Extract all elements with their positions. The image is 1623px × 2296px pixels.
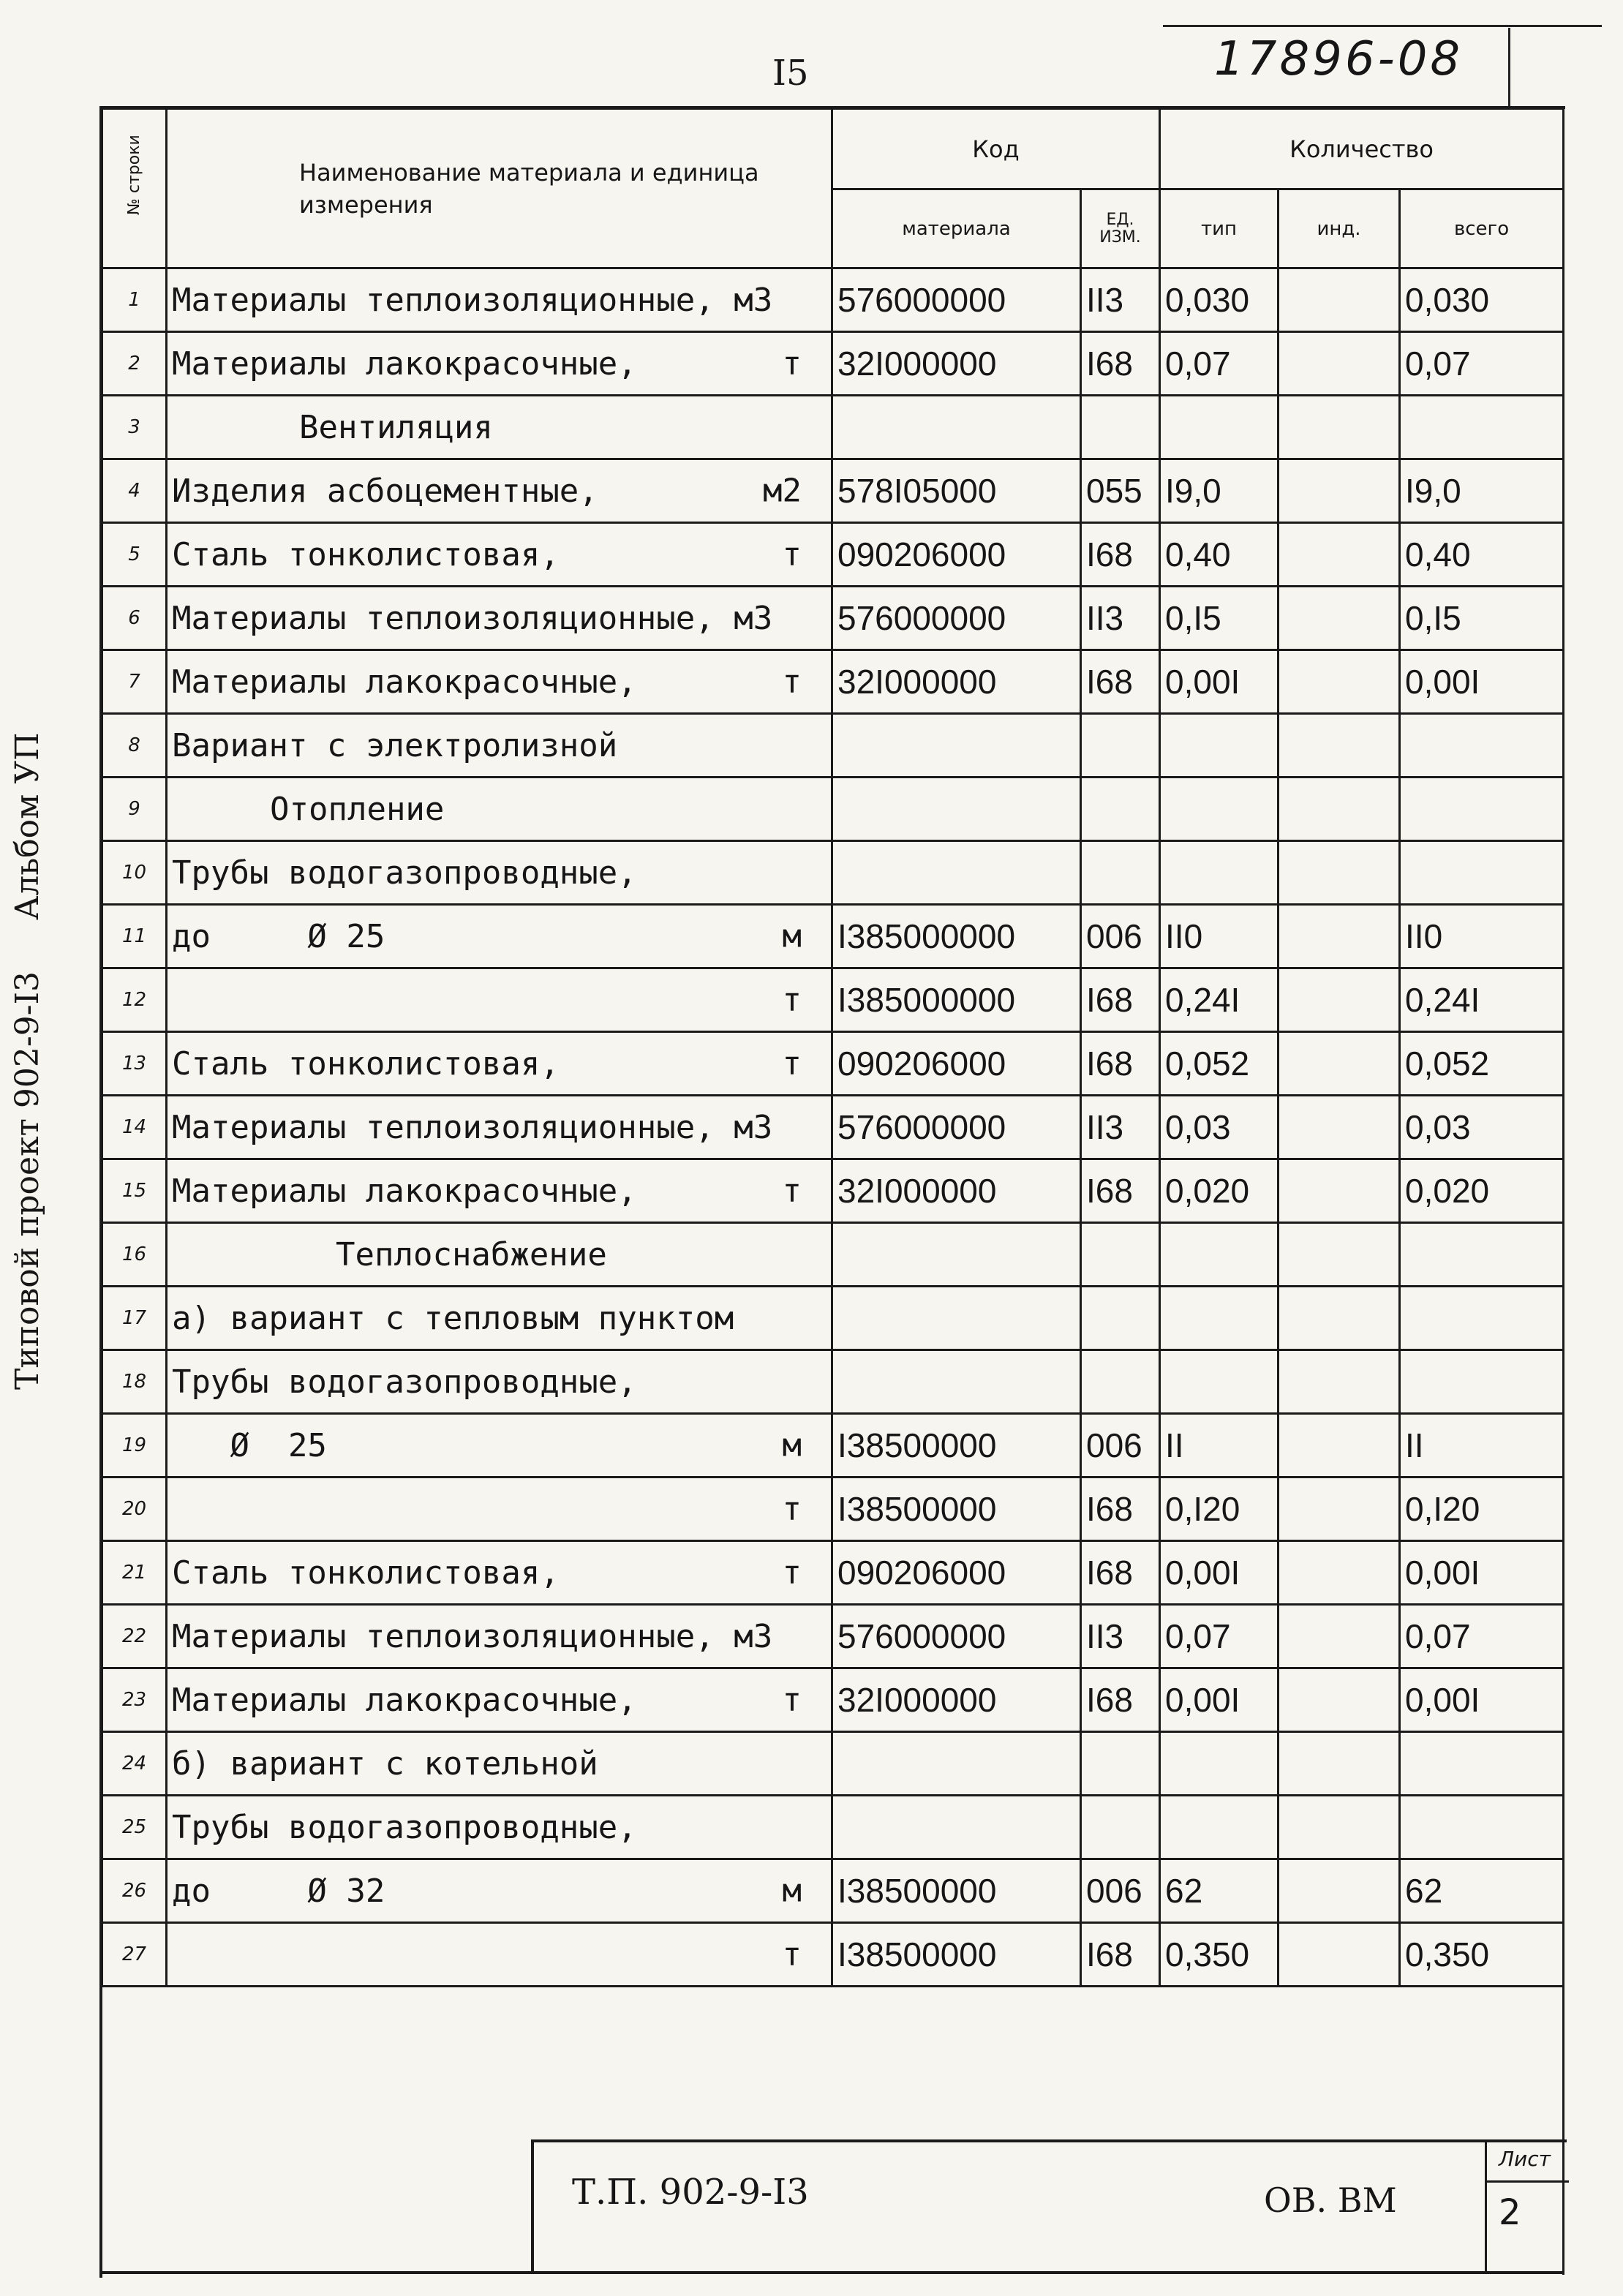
material-name: Материалы лакокрасочные, — [172, 1172, 637, 1210]
row-number: 23 — [102, 1668, 167, 1732]
unit-code — [1081, 778, 1160, 841]
quantity-ind — [1279, 714, 1400, 778]
row-number: 25 — [102, 1796, 167, 1859]
table-row — [102, 523, 1564, 587]
quantity-type: 0,24I — [1160, 968, 1279, 1032]
material-code: I38500000 — [832, 1478, 1081, 1541]
material-code: 32I000000 — [832, 1159, 1081, 1223]
unit-code — [1081, 714, 1160, 778]
material-code — [832, 1350, 1081, 1414]
table-row — [102, 1541, 1564, 1605]
material-name: Вентиляция — [299, 408, 493, 446]
quantity-total: 0,052 — [1400, 1032, 1564, 1096]
material-code: 576000000 — [832, 268, 1081, 332]
material-name-cell — [167, 1096, 832, 1159]
material-name: Материалы лакокрасочные, — [172, 345, 637, 383]
material-code: 090206000 — [832, 523, 1081, 587]
material-code: 32I000000 — [832, 1668, 1081, 1732]
material-code — [832, 1796, 1081, 1859]
quantity-ind — [1279, 1859, 1400, 1923]
material-unit: т — [782, 345, 802, 383]
quantity-total — [1400, 396, 1564, 459]
materials-table — [101, 108, 1564, 1987]
material-code: 576000000 — [832, 1605, 1081, 1668]
table-row — [102, 1032, 1564, 1096]
unit-code — [1081, 1223, 1160, 1287]
material-name-cell — [167, 1923, 832, 1987]
quantity-total: 0,00I — [1400, 1541, 1564, 1605]
unit-code: I68 — [1081, 1923, 1160, 1987]
material-name: Трубы водогазопроводные, — [172, 1363, 637, 1401]
quantity-total: 0,030 — [1400, 268, 1564, 332]
material-name-cell — [167, 1223, 832, 1287]
quantity-type: 0,40 — [1160, 523, 1279, 587]
quantity-total: 0,07 — [1400, 1605, 1564, 1668]
quantity-total — [1400, 714, 1564, 778]
material-code — [832, 841, 1081, 905]
table-row — [102, 1478, 1564, 1541]
quantity-total — [1400, 1796, 1564, 1859]
quantity-ind — [1279, 332, 1400, 396]
quantity-ind — [1279, 1159, 1400, 1223]
quantity-ind — [1279, 1032, 1400, 1096]
unit-code: I68 — [1081, 1032, 1160, 1096]
quantity-type: 0,00I — [1160, 1541, 1279, 1605]
quantity-total: I9,0 — [1400, 459, 1564, 523]
quantity-ind — [1279, 1287, 1400, 1350]
material-name-cell — [167, 1414, 832, 1478]
quantity-total: 0,40 — [1400, 523, 1564, 587]
material-name: Ø 25 — [172, 1426, 327, 1464]
row-number: 17 — [102, 1287, 167, 1350]
quantity-ind — [1279, 778, 1400, 841]
sheet-number: I5 — [772, 53, 809, 94]
unit-code — [1081, 1732, 1160, 1796]
quantity-total — [1400, 778, 1564, 841]
table-row — [102, 1287, 1564, 1350]
title-block-section: ОВ. ВМ — [1264, 2180, 1397, 2220]
unit-code: I68 — [1081, 523, 1160, 587]
quantity-total: 0,00I — [1400, 650, 1564, 714]
quantity-ind — [1279, 1223, 1400, 1287]
quantity-ind — [1279, 587, 1400, 650]
material-name: до Ø 25 — [172, 917, 385, 955]
title-block-sheet-box — [1485, 2142, 1569, 2274]
row-number: 9 — [102, 778, 167, 841]
unit-code: I68 — [1081, 1668, 1160, 1732]
quantity-type — [1160, 1223, 1279, 1287]
quantity-ind — [1279, 1732, 1400, 1796]
header-qty-ind: инд. — [1279, 189, 1400, 268]
quantity-ind — [1279, 1923, 1400, 1987]
quantity-type: 0,I5 — [1160, 587, 1279, 650]
header-qty-type: тип — [1160, 189, 1279, 268]
quantity-ind — [1279, 1541, 1400, 1605]
header-qty-total: всего — [1400, 189, 1564, 268]
material-name: а) вариант с тепловым пунктом — [172, 1299, 734, 1337]
quantity-ind — [1279, 523, 1400, 587]
quantity-type: 0,020 — [1160, 1159, 1279, 1223]
quantity-ind — [1279, 1096, 1400, 1159]
material-unit: т — [782, 1681, 802, 1719]
table-row — [102, 1605, 1564, 1668]
unit-code: I68 — [1081, 332, 1160, 396]
title-block-project-code: Т.П. 902-9-I3 — [572, 2172, 809, 2213]
side-caption-album: Альбом УП — [9, 732, 46, 921]
quantity-type — [1160, 841, 1279, 905]
table-row — [102, 1096, 1564, 1159]
row-number: 5 — [102, 523, 167, 587]
material-unit: т — [782, 1490, 802, 1528]
material-name: до Ø 32 — [172, 1872, 385, 1910]
material-name: Материалы теплоизоляционные, м3 — [172, 1108, 773, 1146]
material-unit: т — [782, 1935, 802, 1973]
quantity-type: 0,I20 — [1160, 1478, 1279, 1541]
material-code: 32I000000 — [832, 650, 1081, 714]
title-block — [531, 2139, 1567, 2274]
header-row-number: № строки — [102, 109, 167, 268]
table-row — [102, 396, 1564, 459]
material-code: 576000000 — [832, 1096, 1081, 1159]
table-row — [102, 778, 1564, 841]
quantity-total: 0,020 — [1400, 1159, 1564, 1223]
quantity-ind — [1279, 1350, 1400, 1414]
quantity-type: I9,0 — [1160, 459, 1279, 523]
material-code: 090206000 — [832, 1032, 1081, 1096]
quantity-ind — [1279, 1668, 1400, 1732]
quantity-type: 0,07 — [1160, 332, 1279, 396]
quantity-type — [1160, 396, 1279, 459]
quantity-total — [1400, 841, 1564, 905]
row-number: 20 — [102, 1478, 167, 1541]
unit-code — [1081, 1796, 1160, 1859]
top-right-box-edge — [1508, 28, 1510, 108]
material-name: Материалы теплоизоляционные, м3 — [172, 1617, 773, 1655]
quantity-total: 0,24I — [1400, 968, 1564, 1032]
material-name-cell — [167, 1350, 832, 1414]
material-name: Трубы водогазопроводные, — [172, 854, 637, 892]
material-name: Теплоснабжение — [336, 1235, 607, 1273]
material-name-cell — [167, 587, 832, 650]
row-number: 19 — [102, 1414, 167, 1478]
unit-code: II3 — [1081, 587, 1160, 650]
header-code-unit: ЕД. ИЗМ. — [1081, 189, 1160, 268]
table-row — [102, 1859, 1564, 1923]
unit-code — [1081, 1287, 1160, 1350]
material-name: Трубы водогазопроводные, — [172, 1808, 637, 1846]
material-code: I38500000 — [832, 1414, 1081, 1478]
material-name: Сталь тонколистовая, — [172, 1554, 560, 1592]
unit-code — [1081, 396, 1160, 459]
material-unit: м — [782, 917, 802, 955]
material-code: I38500000 — [832, 1923, 1081, 1987]
material-code: 090206000 — [832, 1541, 1081, 1605]
material-name-cell — [167, 841, 832, 905]
row-number: 24 — [102, 1732, 167, 1796]
row-number: 2 — [102, 332, 167, 396]
row-number: 13 — [102, 1032, 167, 1096]
material-name: Отопление — [270, 790, 445, 828]
quantity-ind — [1279, 1796, 1400, 1859]
material-name-cell — [167, 332, 832, 396]
material-name: Материалы теплоизоляционные, м3 — [172, 281, 773, 319]
quantity-ind — [1279, 905, 1400, 968]
row-number: 27 — [102, 1923, 167, 1987]
unit-code: I68 — [1081, 968, 1160, 1032]
material-code — [832, 1223, 1081, 1287]
table-row — [102, 332, 1564, 396]
table-row — [102, 459, 1564, 523]
quantity-type: II0 — [1160, 905, 1279, 968]
table-row — [102, 650, 1564, 714]
quantity-type: 0,03 — [1160, 1096, 1279, 1159]
quantity-type: 0,00I — [1160, 650, 1279, 714]
row-number: 11 — [102, 905, 167, 968]
row-number: 16 — [102, 1223, 167, 1287]
table-row — [102, 1414, 1564, 1478]
material-code: I385000000 — [832, 968, 1081, 1032]
table-row — [102, 268, 1564, 332]
title-block-sheet-label: Лист — [1499, 2147, 1551, 2171]
material-name-cell — [167, 1287, 832, 1350]
quantity-ind — [1279, 841, 1400, 905]
quantity-type: 62 — [1160, 1859, 1279, 1923]
side-caption — [9, 658, 46, 1390]
row-number: 22 — [102, 1605, 167, 1668]
unit-code: II3 — [1081, 1096, 1160, 1159]
material-code: 576000000 — [832, 587, 1081, 650]
material-name-cell — [167, 714, 832, 778]
row-number: 14 — [102, 1096, 167, 1159]
unit-code: II3 — [1081, 1605, 1160, 1668]
table-row — [102, 1668, 1564, 1732]
quantity-type — [1160, 1796, 1279, 1859]
material-unit: т — [782, 663, 802, 701]
quantity-type: 0,030 — [1160, 268, 1279, 332]
material-name-cell — [167, 1541, 832, 1605]
side-caption-project: Типовой проект 902-9-I3 — [9, 971, 46, 1390]
material-code: I385000000 — [832, 905, 1081, 968]
unit-code: I68 — [1081, 650, 1160, 714]
row-number: 8 — [102, 714, 167, 778]
quantity-total: II0 — [1400, 905, 1564, 968]
table-row — [102, 1350, 1564, 1414]
material-name: Сталь тонколистовая, — [172, 535, 560, 573]
table-row — [102, 587, 1564, 650]
quantity-type: 0,350 — [1160, 1923, 1279, 1987]
material-code: 32I000000 — [832, 332, 1081, 396]
row-number: 21 — [102, 1541, 167, 1605]
material-unit: т — [782, 1045, 802, 1083]
unit-code: II3 — [1081, 268, 1160, 332]
material-unit: т — [782, 1554, 802, 1592]
row-number: 26 — [102, 1859, 167, 1923]
quantity-type — [1160, 778, 1279, 841]
quantity-ind — [1279, 1478, 1400, 1541]
table-row — [102, 905, 1564, 968]
table-row — [102, 1923, 1564, 1987]
quantity-total: 62 — [1400, 1859, 1564, 1923]
material-code — [832, 778, 1081, 841]
quantity-total — [1400, 1287, 1564, 1350]
row-number: 18 — [102, 1350, 167, 1414]
row-number: 4 — [102, 459, 167, 523]
quantity-type: 0,00I — [1160, 1668, 1279, 1732]
quantity-type — [1160, 1350, 1279, 1414]
unit-code — [1081, 841, 1160, 905]
table-row — [102, 968, 1564, 1032]
material-name: Сталь тонколистовая, — [172, 1045, 560, 1083]
material-code: I38500000 — [832, 1859, 1081, 1923]
quantity-total: 0,I5 — [1400, 587, 1564, 650]
unit-code: 055 — [1081, 459, 1160, 523]
material-code — [832, 714, 1081, 778]
material-name: Материалы лакокрасочные, — [172, 663, 637, 701]
quantity-type — [1160, 714, 1279, 778]
material-code — [832, 1287, 1081, 1350]
material-name-cell — [167, 1605, 832, 1668]
row-number: 3 — [102, 396, 167, 459]
quantity-type: II — [1160, 1414, 1279, 1478]
material-code — [832, 396, 1081, 459]
quantity-type — [1160, 1732, 1279, 1796]
material-name: б) вариант с котельной — [172, 1744, 598, 1783]
quantity-total — [1400, 1350, 1564, 1414]
table-row — [102, 1796, 1564, 1859]
material-name-cell — [167, 459, 832, 523]
material-code — [832, 1732, 1081, 1796]
material-name-cell — [167, 1159, 832, 1223]
row-number: 10 — [102, 841, 167, 905]
title-block-sheet-value: 2 — [1499, 2192, 1521, 2233]
row-number: 15 — [102, 1159, 167, 1223]
material-name-cell — [167, 1732, 832, 1796]
material-name-cell — [167, 968, 832, 1032]
table-row — [102, 714, 1564, 778]
materials-table-body — [102, 268, 1564, 1987]
unit-code: I68 — [1081, 1159, 1160, 1223]
quantity-total — [1400, 1223, 1564, 1287]
material-code: 578I05000 — [832, 459, 1081, 523]
header-name: Наименование материала и единица измерения — [167, 109, 832, 268]
header-quantity: Количество — [1160, 109, 1564, 189]
unit-code — [1081, 1350, 1160, 1414]
unit-code: I68 — [1081, 1541, 1160, 1605]
unit-code: 006 — [1081, 1414, 1160, 1478]
top-right-line — [1163, 25, 1602, 27]
material-name-cell — [167, 778, 832, 841]
header-code-material: материала — [832, 189, 1081, 268]
table-row — [102, 1223, 1564, 1287]
row-number: 6 — [102, 587, 167, 650]
material-unit: т — [782, 535, 802, 573]
material-name-cell — [167, 905, 832, 968]
material-name: Изделия асбоцементные, — [172, 472, 598, 510]
material-name: Материалы лакокрасочные, — [172, 1681, 637, 1719]
row-number: 1 — [102, 268, 167, 332]
material-name-cell — [167, 1478, 832, 1541]
unit-code: I68 — [1081, 1478, 1160, 1541]
material-unit: т — [782, 1172, 802, 1210]
unit-code: 006 — [1081, 1859, 1160, 1923]
table-row — [102, 1732, 1564, 1796]
quantity-total — [1400, 1732, 1564, 1796]
quantity-total: 0,00I — [1400, 1668, 1564, 1732]
quantity-total: 0,03 — [1400, 1096, 1564, 1159]
material-name-cell — [167, 396, 832, 459]
quantity-ind — [1279, 1605, 1400, 1668]
quantity-total: II — [1400, 1414, 1564, 1478]
table-row — [102, 1159, 1564, 1223]
row-number: 7 — [102, 650, 167, 714]
material-name-cell — [167, 1859, 832, 1923]
material-name-cell — [167, 650, 832, 714]
quantity-total: 0,07 — [1400, 332, 1564, 396]
material-name: Вариант с электролизной — [172, 726, 618, 764]
material-name: Материалы теплоизоляционные, м3 — [172, 599, 773, 637]
quantity-ind — [1279, 268, 1400, 332]
quantity-type: 0,052 — [1160, 1032, 1279, 1096]
quantity-ind — [1279, 1414, 1400, 1478]
bottom-frame-line — [99, 2271, 1564, 2274]
material-name-cell — [167, 1032, 832, 1096]
quantity-ind — [1279, 396, 1400, 459]
quantity-type: 0,07 — [1160, 1605, 1279, 1668]
quantity-type — [1160, 1287, 1279, 1350]
material-name-cell — [167, 1668, 832, 1732]
quantity-ind — [1279, 650, 1400, 714]
quantity-ind — [1279, 459, 1400, 523]
quantity-total: 0,350 — [1400, 1923, 1564, 1987]
row-number: 12 — [102, 968, 167, 1032]
material-name-cell — [167, 268, 832, 332]
material-unit: м2 — [763, 472, 802, 510]
quantity-total: 0,I20 — [1400, 1478, 1564, 1541]
material-unit: т — [782, 981, 802, 1019]
document-number: 17896-08 — [1214, 32, 1464, 86]
table-row — [102, 841, 1564, 905]
quantity-ind — [1279, 968, 1400, 1032]
material-name-cell — [167, 523, 832, 587]
material-unit: м — [782, 1426, 802, 1464]
material-name-cell — [167, 1796, 832, 1859]
unit-code: 006 — [1081, 905, 1160, 968]
material-unit: м — [782, 1872, 802, 1910]
header-code: Код — [832, 109, 1160, 189]
